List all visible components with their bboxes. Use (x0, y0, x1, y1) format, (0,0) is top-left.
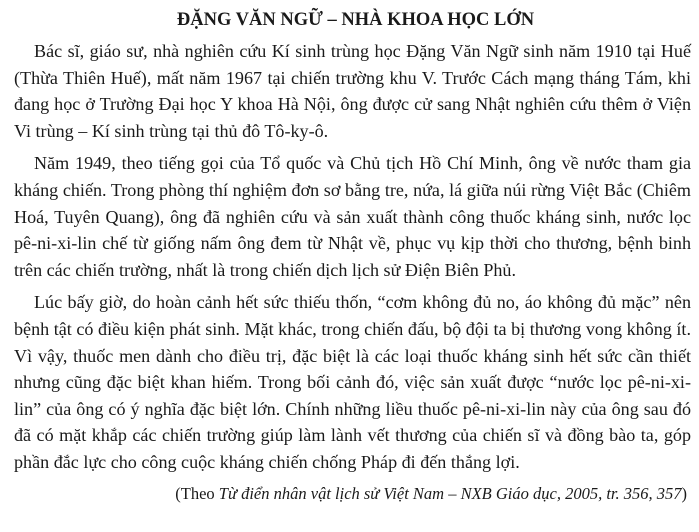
paragraph-3: Lúc bấy giờ, do hoàn cảnh hết sức thiếu thốn, “cơm không đủ no, áo không đủ mặc” nên bệnh tật có điều kiện phát sinh. Mặt khác, trong chiến đấu, bộ đội ta bị thương vong không ít. Vì vậy, thuốc men dành cho điều trị, đặc biệt là các loại thuốc kháng sinh hết sức cần thiết nhưng cũng đặc biệt khan hiếm. Trong bối cảnh đó, việc sản xuất được “nước lọc pê-ni-xi-lin” của ông có ý nghĩa đặc biệt lớn. Chính những liều thuốc pê-ni-xi-lin này của ông sau đó đã có mặt khắp các chiến trường giúp làm lành vết thương của chiến sĩ và đồng bào ta, góp phần đắc lực cho công cuộc kháng chiến chống Pháp đi đến thắng lợi. (14, 292, 691, 472)
paragraph-1: Bác sĩ, giáo sư, nhà nghiên cứu Kí sinh trùng học Đặng Văn Ngữ sinh năm 1910 tại Huế (Thừa Thiên Huế), mất năm 1967 tại chiến trường khu V. Trước Cách mạng tháng Tám, khi đang học ở Trường Đại học Y khoa Hà Nội, ông được cử sang Nhật nghiên cứu thêm ở Viện Vi trùng – Kí sinh trùng tại thủ đô Tô-ky-ô. (14, 41, 691, 141)
article-title: ĐẶNG VĂN NGỮ – NHÀ KHOA HỌC LỚN (176, 10, 535, 30)
source-citation (14, 482, 691, 506)
source-suffix: ) (681, 483, 687, 503)
source-work: Từ điển nhân vật lịch sử Việt Nam – NXB Giáo dục, 2005, tr. 356, 357 (218, 483, 682, 503)
paragraph-2: Năm 1949, theo tiếng gọi của Tổ quốc và Chủ tịch Hồ Chí Minh, ông về nước tham gia kháng chiến. Trong phòng thí nghiệm đơn sơ bằng tre, nứa, lá giữa núi rừng Việt Bắc (Chiêm Hoá, Tuyên Quang), ông đã nghiên cứu và sản xuất thành công thuốc kháng sinh, nước lọc pê-ni-xi-lin chế từ giống nấm ông đem từ Nhật về, phục vụ kịp thời cho thương, bệnh binh trên các chiến trường, nhất là trong chiến dịch lịch sử Điện Biên Phủ. (14, 153, 691, 280)
source-prefix: (Theo (175, 483, 219, 503)
